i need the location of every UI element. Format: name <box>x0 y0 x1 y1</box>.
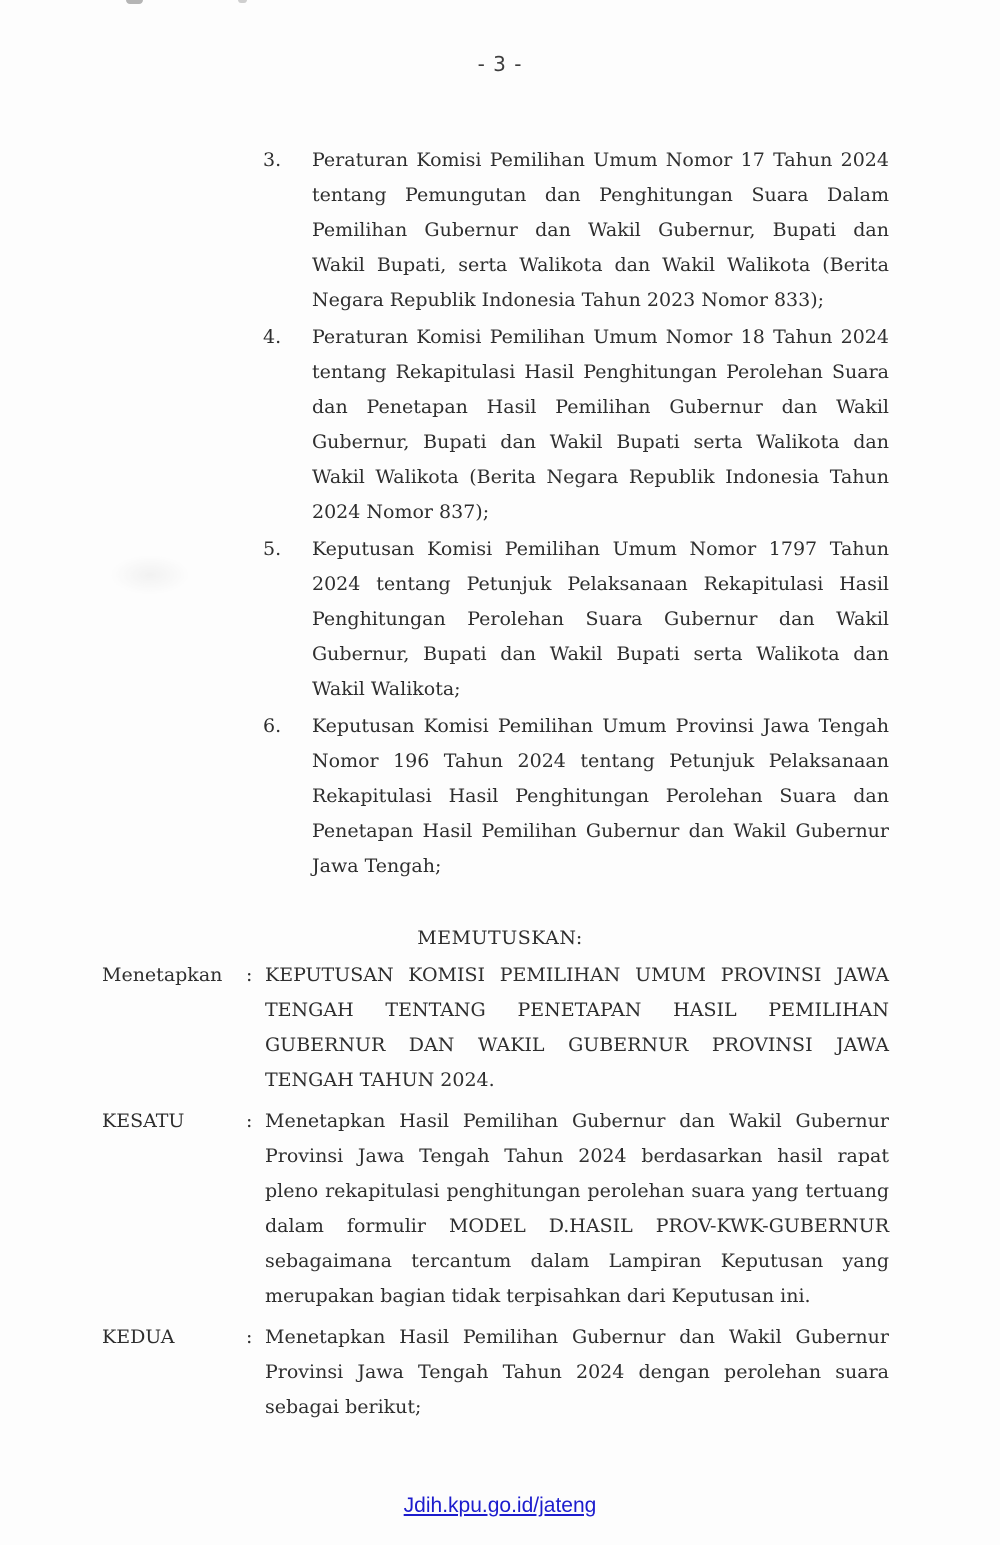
text-line: Rekapitulasi Hasil Penghitungan Perolehan Suara dan <box>312 785 889 807</box>
decision-heading: MEMUTUSKAN: <box>417 927 583 949</box>
text-line: Peraturan Komisi Pemilihan Umum Nomor 17 Tahun 2024 <box>312 149 889 171</box>
list-item-4 <box>263 320 1000 530</box>
clause-text <box>265 958 889 1098</box>
text-line: Peraturan Komisi Pemilihan Umum Nomor 18 Tahun 2024 <box>312 326 889 348</box>
list-item-6 <box>263 709 1000 884</box>
clause-separator: : <box>246 964 253 986</box>
page-number: - 3 - <box>477 52 523 76</box>
scan-artifact <box>126 0 143 4</box>
list-item-number: 5. <box>263 538 282 560</box>
clause-kedua <box>102 1320 1000 1425</box>
list-item-3 <box>263 143 1000 318</box>
text-line: Wakil Walikota; <box>312 678 461 700</box>
text-line: Gubernur, Bupati dan Wakil Bupati serta Walikota dan <box>312 643 889 665</box>
list-item-text <box>312 143 889 318</box>
text-line: sebagai berikut; <box>265 1396 422 1418</box>
clause-text <box>265 1320 889 1425</box>
text-line: Menetapkan Hasil Pemilihan Gubernur dan Wakil Gubernur <box>265 1110 889 1132</box>
clause-text <box>265 1104 889 1314</box>
text-line: Keputusan Komisi Pemilihan Umum Provinsi Jawa Tengah <box>312 715 889 737</box>
list-item-number: 3. <box>263 149 282 171</box>
text-line: Penetapan Hasil Pemilihan Gubernur dan Wakil Gubernur <box>312 820 889 842</box>
text-line: pleno rekapitulasi penghitungan perolehan suara yang tertuang <box>265 1180 889 1202</box>
text-line: Penghitungan Perolehan Suara Gubernur dan Wakil <box>312 608 889 630</box>
text-line: Gubernur, Bupati dan Wakil Bupati serta Walikota dan <box>312 431 889 453</box>
list-item-number: 6. <box>263 715 282 737</box>
list-item-text <box>312 532 889 707</box>
text-line: tentang Rekapitulasi Hasil Penghitungan Perolehan Suara <box>312 361 889 383</box>
text-line: dalam formulir MODEL D.HASIL PROV-KWK-GUBERNUR <box>265 1215 889 1237</box>
text-line: Keputusan Komisi Pemilihan Umum Nomor 1797 Tahun <box>312 538 889 560</box>
clause-separator: : <box>246 1110 253 1132</box>
text-line: KEPUTUSAN KOMISI PEMILIHAN UMUM PROVINSI JAWA <box>265 964 889 986</box>
text-line: Wakil Bupati, serta Walikota dan Wakil Walikota (Berita <box>312 254 889 276</box>
text-line: Pemilihan Gubernur dan Wakil Gubernur, Bupati dan <box>312 219 889 241</box>
page-footer <box>0 1494 1000 1518</box>
clause-label: KEDUA <box>102 1326 175 1348</box>
list-item-5 <box>263 532 1000 707</box>
text-line: Menetapkan Hasil Pemilihan Gubernur dan Wakil Gubernur <box>265 1326 889 1348</box>
scan-smudge <box>110 555 190 595</box>
text-line: TENGAH TENTANG PENETAPAN HASIL PEMILIHAN <box>265 999 889 1021</box>
text-line: 2024 Nomor 837); <box>312 501 490 523</box>
text-line: Jawa Tengah; <box>312 855 442 877</box>
clause-label: KESATU <box>102 1110 185 1132</box>
text-line: sebagaimana tercantum dalam Lampiran Keputusan yang <box>265 1250 889 1272</box>
clause-kesatu <box>102 1104 1000 1314</box>
list-item-number: 4. <box>263 326 282 348</box>
text-line: Negara Republik Indonesia Tahun 2023 Nomor 833); <box>312 289 825 311</box>
text-line: Provinsi Jawa Tengah Tahun 2024 berdasarkan hasil rapat <box>265 1145 889 1167</box>
text-line: merupakan bagian tidak terpisahkan dari Keputusan ini. <box>265 1285 811 1307</box>
text-line: 2024 tentang Petunjuk Pelaksanaan Rekapitulasi Hasil <box>312 573 889 595</box>
text-line: Provinsi Jawa Tengah Tahun 2024 dengan perolehan suara <box>265 1361 889 1383</box>
text-line: Wakil Walikota (Berita Negara Republik Indonesia Tahun <box>312 466 889 488</box>
text-line: tentang Pemungutan dan Penghitungan Suara Dalam <box>312 184 889 206</box>
list-item-text <box>312 709 889 884</box>
text-line: TENGAH TAHUN 2024. <box>265 1069 495 1091</box>
considerations-list <box>263 143 1000 884</box>
text-line: Nomor 196 Tahun 2024 tentang Petunjuk Pelaksanaan <box>312 750 889 772</box>
list-item-text <box>312 320 889 530</box>
footer-link[interactable]: Jdih.kpu.go.id/jateng <box>403 1494 597 1517</box>
clause-menetapkan <box>102 958 1000 1098</box>
text-line: GUBERNUR DAN WAKIL GUBERNUR PROVINSI JAWA <box>265 1034 889 1056</box>
text-line: dan Penetapan Hasil Pemilihan Gubernur dan Wakil <box>312 396 889 418</box>
decision-clauses <box>0 958 1000 1425</box>
clause-label: Menetapkan <box>102 964 223 986</box>
clause-separator: : <box>246 1326 253 1348</box>
